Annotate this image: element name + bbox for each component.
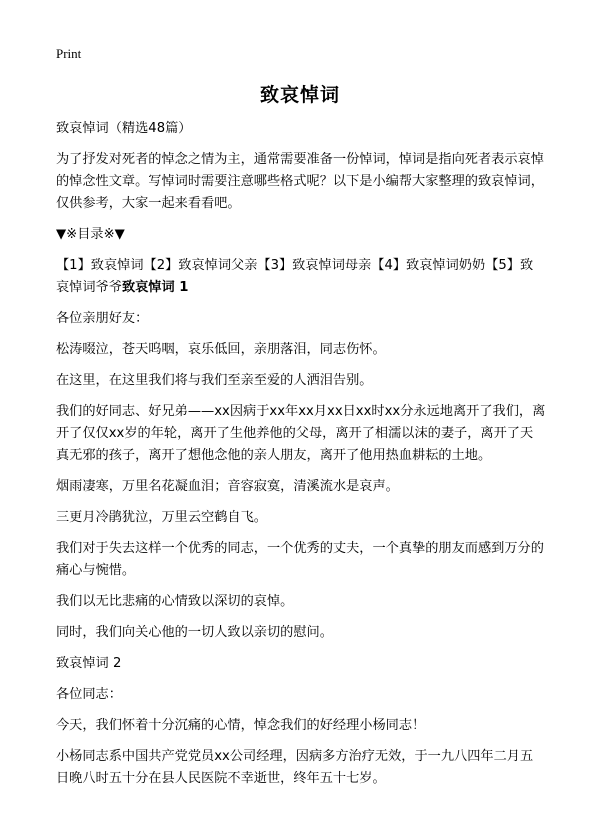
toc-link-1[interactable]: 【1】致哀悼词 xyxy=(56,258,144,273)
section2-paragraph: 小杨同志系中国共产党党员xx公司经理，因病多方治疗无效，于一九八四年二月五日晚八时五十分在县人民医院不幸逝世，终年五十七岁。 xyxy=(56,749,534,786)
toc-header: ▼※目录※▼ xyxy=(56,227,125,242)
intro-paragraph: 为了抒发对死者的悼念之情为主，通常需要准备一份悼词，悼词是指向死者表示哀悼的悼念性文章。写悼词时需要注意哪些格式呢？以下是小编帮大家整理的致哀悼词，仅供参考，大家一起来看看吧。 xyxy=(56,152,544,211)
section1-paragraph: 我们以无比悲痛的心情致以深切的哀悼。 xyxy=(56,594,294,609)
section1-heading: 致哀悼词 1 xyxy=(121,280,189,295)
section2-paragraph: 各位同志： xyxy=(56,687,122,702)
section1-paragraph: 在这里，在这里我们将与我们至亲至爱的人洒泪告别。 xyxy=(56,373,373,388)
toc-link-4[interactable]: 【4】致哀悼词奶奶 xyxy=(371,258,486,273)
article-body xyxy=(56,118,546,799)
section1-paragraph: 同时，我们向关心他的一切人致以亲切的慰问。 xyxy=(56,625,333,640)
section1-paragraph: 松涛啜泣，苍天呜咽，哀乐低回，亲朋落泪，同志伤怀。 xyxy=(56,342,386,357)
print-link[interactable]: Print xyxy=(56,46,82,61)
toc-link-5[interactable]: 【5】致哀悼词爷爷 xyxy=(56,258,534,295)
section2-heading: 致哀悼词 2 xyxy=(56,656,122,671)
section1-paragraph: 各位亲朋好友： xyxy=(56,311,149,326)
section1-paragraph: 我们的好同志、好兄弟——xx因病于xx年xx月xx日xx时xx分永远地离开了我们，离开了仅仅xx岁的年轮，离开了生他养他的父母，离开了相濡以沫的妻子，离开了天真无邪的孩子，离开了想他念他的亲人朋友，离开了他用热血耕耘的土地。 xyxy=(56,404,546,463)
section1-paragraph: 烟雨凄寒，万里名花凝血泪；音容寂寞，清溪流水是哀声。 xyxy=(56,479,399,494)
toc-link-3[interactable]: 【3】致哀悼词母亲 xyxy=(257,258,372,273)
toc-link-2[interactable]: 【2】致哀悼词父亲 xyxy=(143,258,258,273)
table-of-contents xyxy=(56,255,546,299)
page-title: 致哀悼词 xyxy=(259,84,340,106)
section2-paragraph: 今天，我们怀着十分沉痛的心情，悼念我们的好经理小杨同志！ xyxy=(56,718,426,733)
subtitle: 致哀悼词（精选48篇） xyxy=(56,121,192,136)
section1-paragraph: 三更月冷鹃犹泣，万里云空鹤自飞。 xyxy=(56,510,267,525)
section1-paragraph: 我们对于失去这样一个优秀的同志，一个优秀的丈夫，一个真挚的朋友而感到万分的 痛心与惋惜。 xyxy=(56,541,544,578)
